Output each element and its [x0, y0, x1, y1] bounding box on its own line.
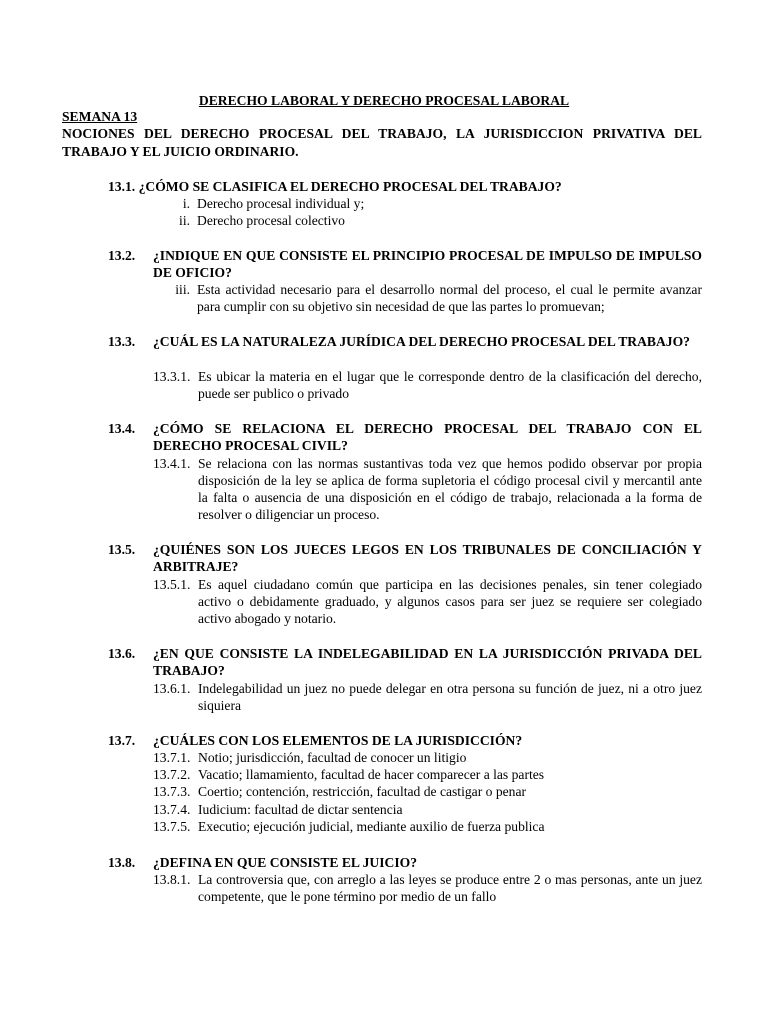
answer-number: 13.7.1.: [153, 750, 191, 765]
answer-number: 13.5.1.: [153, 577, 191, 592]
answer-number: 13.7.3.: [153, 784, 191, 799]
answer-text: Vacatio; llamamiento, facultad de hacer comparecer a las partes: [198, 767, 545, 782]
question-text: ¿INDIQUE EN QUE CONSISTE EL PRINCIPIO PROCESAL DE IMPULSO DE IMPULSO DE OFICIO?: [153, 248, 702, 280]
list-item-number: iii.: [175, 282, 190, 297]
question-13-1: 13.1. ¿CÓMO SE CLASIFICA EL DERECHO PROCESAL DEL TRABAJO?: [108, 179, 562, 194]
list-item-text: Esta actividad necesario para el desarrollo normal del proceso, el cual le permite avanzar para cumplir con su objetivo sin necesidad de que las partes lo promuevan;: [197, 282, 702, 314]
question-number: 13.3.: [108, 334, 136, 349]
topic-heading: NOCIONES DEL DERECHO PROCESAL DEL TRABAJO, LA JURISDICCION PRIVATIVA DEL TRABAJO Y EL JUICIO ORDINARIO.: [62, 126, 702, 159]
answer-number: 13.7.5.: [153, 819, 191, 834]
question-text: ¿CUÁLES CON LOS ELEMENTOS DE LA JURISDICCIÓN?: [153, 733, 523, 748]
answer-number: 13.7.2.: [153, 767, 191, 782]
question-number: 13.7.: [108, 733, 136, 748]
question-number: 13.4.: [108, 421, 136, 436]
answer-number: 13.7.4.: [153, 802, 191, 817]
document-title: DERECHO LABORAL Y DERECHO PROCESAL LABORAL: [198, 93, 570, 108]
question-number: 13.5.: [108, 542, 136, 557]
answer-text: Notio; jurisdicción, facultad de conocer un litigio: [198, 750, 467, 765]
answer-text: Iudicium: facultad de dictar sentencia: [198, 802, 403, 817]
answer-number: 13.6.1.: [153, 681, 191, 696]
answer-number: 13.3.1.: [153, 369, 191, 384]
week-heading: SEMANA 13: [62, 109, 138, 124]
answer-text: Es aquel ciudadano común que participa en las decisiones penales, sin tener colegiado activo o debidamente graduado, y algunos casos para ser juez se requiere ser colegiado activo abogado y notario.: [198, 577, 702, 626]
answer-number: 13.4.1.: [153, 456, 191, 471]
answer-text: Coertio; contención, restricción, facultad de castigar o penar: [198, 784, 527, 799]
list-item-number: ii.: [179, 213, 190, 228]
answer-text: La controversia que, con arreglo a las leyes se produce entre 2 o mas personas, ante un juez competente, que le pone término por medio de un fallo: [198, 872, 702, 904]
question-text: ¿CÓMO SE RELACIONA EL DERECHO PROCESAL DEL TRABAJO CON EL DERECHO PROCESAL CIVIL?: [153, 421, 702, 453]
list-item-number: i.: [182, 196, 190, 211]
question-number: 13.6.: [108, 646, 136, 661]
list-item-text: Derecho procesal individual y;: [197, 196, 365, 211]
answer-number: 13.8.1.: [153, 872, 191, 887]
answer-text: Indelegabilidad un juez no puede delegar en otra persona su función de juez, ni a otro juez siquiera: [198, 681, 702, 713]
answer-text: Se relaciona con las normas sustantivas toda vez que hemos podido observar por propia disposición de la ley se aplica de forma supletoria el código procesal civil y mercantil ante la falta o ausencia de una disposición en el código de trabajo, relacionada a la forma de resolver o diligenciar un proceso.: [198, 456, 702, 522]
question-text: ¿CUÁL ES LA NATURALEZA JURÍDICA DEL DERECHO PROCESAL DEL TRABAJO?: [153, 334, 690, 349]
answer-text: Es ubicar la materia en el lugar que le corresponde dentro de la clasificación del derecho, puede ser publico o privado: [198, 369, 702, 401]
question-text: ¿DEFINA EN QUE CONSISTE EL JUICIO?: [153, 855, 418, 870]
question-number: 13.2.: [108, 248, 136, 263]
question-text: ¿QUIÉNES SON LOS JUECES LEGOS EN LOS TRIBUNALES DE CONCILIACIÓN Y ARBITRAJE?: [153, 542, 702, 574]
question-text: ¿EN QUE CONSISTE LA INDELEGABILIDAD EN LA JURISDICCIÓN PRIVADA DEL TRABAJO?: [153, 646, 702, 678]
answer-text: Executio; ejecución judicial, mediante auxilio de fuerza publica: [198, 819, 545, 834]
list-item-text: Derecho procesal colectivo: [197, 213, 345, 228]
question-number: 13.8.: [108, 855, 136, 870]
